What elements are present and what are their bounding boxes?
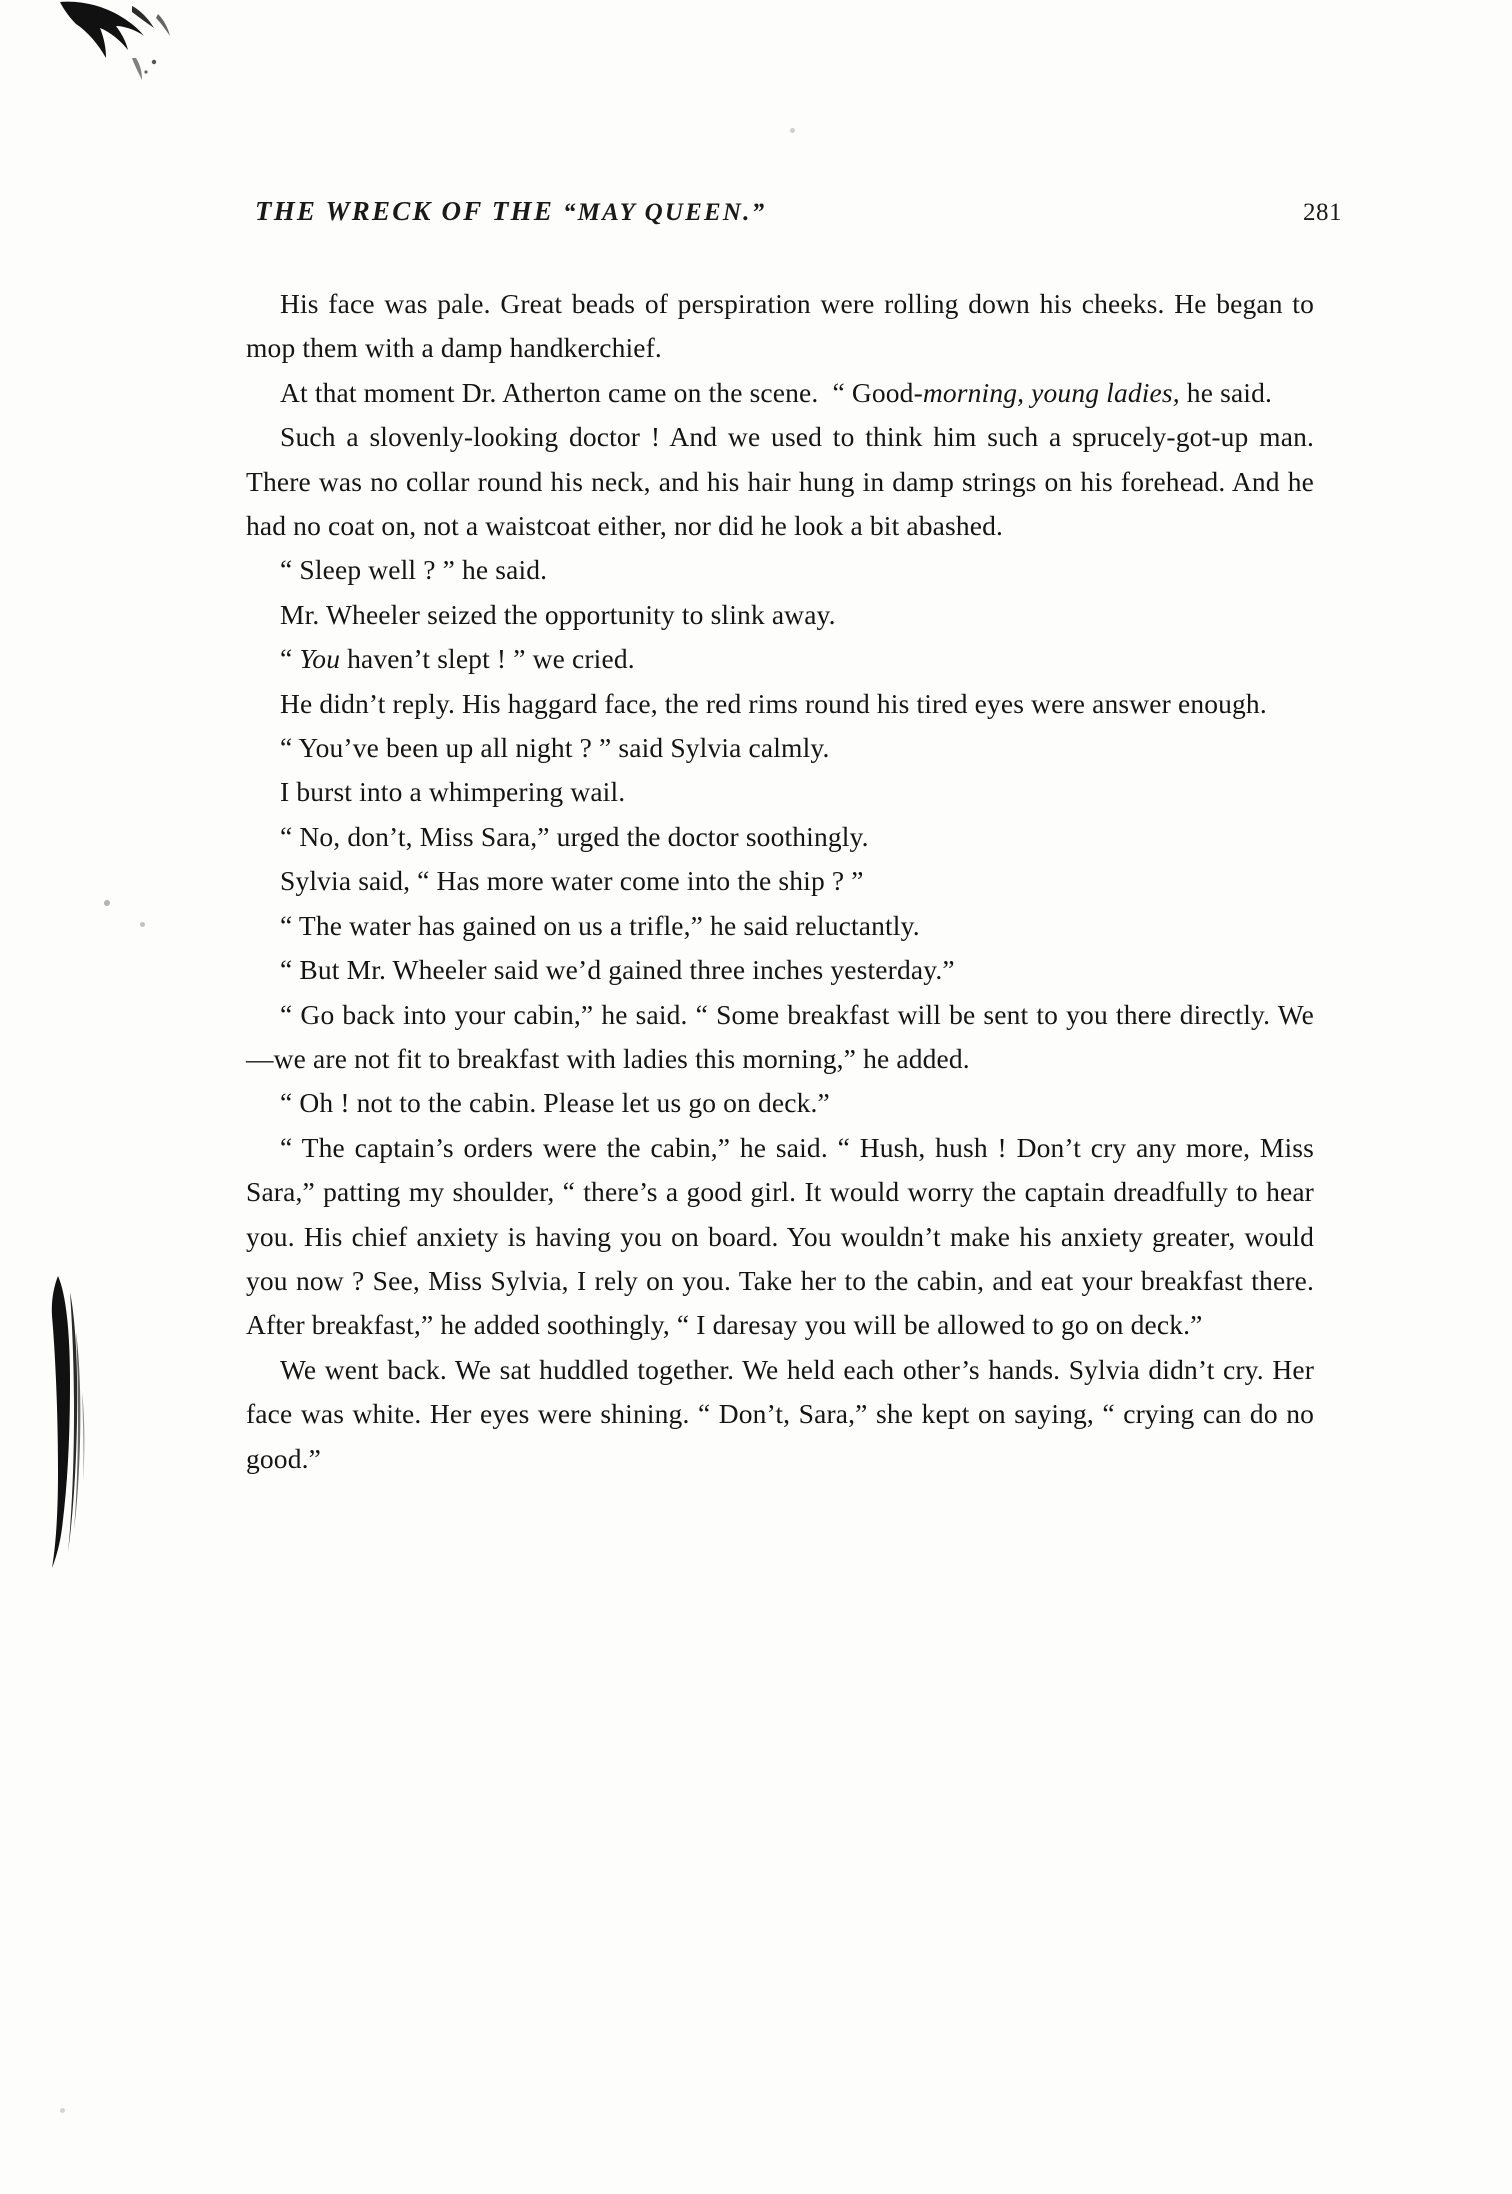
paragraph: “ But Mr. Wheeler said we’d gained three inches yesterday.”: [280, 954, 955, 986]
paragraph: “ Oh ! not to the cabin. Please let us go on deck.”: [280, 1087, 830, 1119]
page-number: 281: [1303, 199, 1342, 226]
paragraph-text: At that moment Dr. Atherton came on the scene. “ Good-: [280, 376, 923, 408]
running-head-title-main: THE WRECK OF THE: [255, 196, 555, 226]
paragraph: Sylvia said, “ Has more water come into the ship ? ”: [280, 865, 864, 897]
paragraph: “ You’ve been up all night ? ” said Sylvia calmly.: [280, 732, 830, 764]
paragraph: “ No, don’t, Miss Sara,” urged the doctor soothingly.: [280, 820, 869, 852]
paragraph: “ Go back into your cabin,” he said. “ Some breakfast will be sent to you there directly. We—we are not fit to breakfast with ladies this morning,” he added.: [246, 998, 1314, 1074]
paragraph-text: “: [280, 643, 300, 675]
ink-smudge-left-icon: [46, 1272, 90, 1572]
paragraph: We went back. We sat huddled together. We held each other’s hands. Sylvia didn’t cry. Her face was white. Her eyes were shining. “ Don’t, Sara,” she kept on saying, “ crying can do no good.”: [246, 1353, 1314, 1474]
stray-mark: [790, 128, 795, 133]
italic-word: You: [299, 643, 341, 675]
paragraph: I burst into a whimpering wail.: [280, 776, 626, 808]
stray-mark: [140, 922, 145, 927]
stray-mark: [60, 2108, 65, 2113]
body-text: [246, 282, 1314, 1481]
paragraph-text-cont: he said.: [1179, 376, 1273, 408]
stray-mark: [104, 900, 110, 906]
paragraph: “ The captain’s orders were the cabin,” he said. “ Hush, hush ! Don’t cry any more, Miss Sara,” patting my shoulder, “ there’s a good girl. It would worry the captain dreadfully to hear you. His chief anxiety is having you on board. You wouldn’t make his anxiety greater, would you now ? See, Miss Sylvia, I rely on you. Take her to the cabin, and eat your breakfast there. After breakfast,” he added soothingly, “ I daresay you will be allowed to go on deck.”: [246, 1131, 1314, 1341]
running-head: [255, 196, 1342, 227]
running-head-title: [255, 196, 766, 227]
paragraph: [246, 637, 1314, 681]
paragraph: Mr. Wheeler seized the opportunity to slink away.: [280, 598, 836, 630]
running-head-title-quoted: “MAY QUEEN.”: [562, 199, 767, 226]
paragraph-text-cont: haven’t slept ! ” we cried.: [340, 643, 635, 675]
ink-smudge-top-icon: [58, 0, 178, 92]
paragraph: [246, 371, 1314, 415]
paragraph: “ Sleep well ? ” he said.: [280, 554, 548, 586]
paragraph: Such a slovenly-looking doctor ! And we used to think him such a sprucely-got-up man. There was no collar round his neck, and his hair hung in damp strings on his forehead. And he had no coat on, not a waistcoat either, nor did he look a bit abashed.: [246, 421, 1314, 542]
paragraph: His face was pale. Great beads of perspiration were rolling down his cheeks. He began to mop them with a damp handkerchief.: [246, 288, 1314, 364]
paragraph: “ The water has gained on us a trifle,” he said reluctantly.: [280, 909, 920, 941]
italic-phrase: morning, young ladies,: [922, 376, 1180, 408]
paragraph: He didn’t reply. His haggard face, the red rims round his tired eyes were answer enough.: [280, 687, 1267, 719]
